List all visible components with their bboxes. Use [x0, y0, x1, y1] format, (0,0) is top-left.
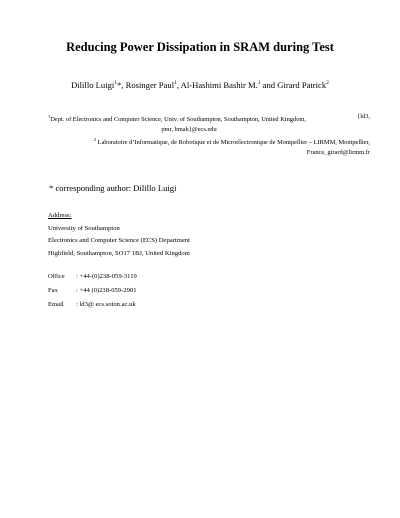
author-separator: ,	[121, 80, 126, 90]
address-heading: Address:	[48, 212, 72, 219]
address-block	[48, 210, 190, 260]
author-list	[0, 80, 400, 90]
paper-title: Reducing Power Dissipation in SRAM during Test	[66, 40, 334, 54]
author-affiliation-mark: 1	[174, 80, 177, 87]
author-name: Rosinger Paul	[125, 80, 175, 90]
affiliation-emails: pmr, bmah}@ecs.edu	[161, 126, 217, 134]
author-affiliation-mark: 1	[257, 80, 261, 87]
author-name: Girard Patrick	[277, 80, 327, 90]
author-name: Dilillo Luigi	[71, 80, 115, 90]
author-separator: and	[260, 80, 278, 90]
affiliation-2	[48, 135, 370, 158]
corresponding-author: * corresponding author: Dilillo Luigi	[49, 183, 177, 193]
fax-value: : +44 (0)238-059-2901	[76, 287, 137, 294]
author-affiliation-mark: 2	[326, 80, 329, 87]
affiliation-email: France, girard@lirmm.fr	[306, 149, 370, 157]
office-label: Office	[48, 273, 65, 280]
email-value: : ld3@ ecs.soton.ac.uk	[76, 301, 136, 308]
affiliation-text: Laboratoire d’Informatique, de Robotique et de Microélectronique de Montpellier – LIRMM, Montpellier,	[96, 139, 370, 147]
affiliation-text: Dept. of Electronics and Computer Science, Univ. of Southampton, Southampton, United Kingdom,	[50, 116, 306, 124]
contact-fax	[48, 284, 137, 298]
contact-office	[48, 270, 137, 284]
corresponding-mark: *	[117, 80, 122, 90]
address-line: Electronics and Computer Science (ECS) Department	[48, 237, 190, 244]
office-value: : +44-(0)238-059-3119	[76, 273, 137, 280]
affiliation-mark: 2	[93, 137, 97, 142]
contact-email	[48, 298, 137, 312]
contact-block	[48, 270, 137, 312]
author-name: Al-Hashimi Bashir M.	[180, 80, 258, 90]
email-label: Email	[48, 301, 64, 308]
author-affiliation-mark: 1	[114, 80, 118, 87]
affiliation-1	[48, 112, 370, 135]
affiliation-email-start: {ld3,	[357, 113, 370, 120]
address-line: University of Southampton	[48, 224, 120, 232]
fax-label: Fax	[48, 287, 58, 294]
address-line: Highfield, Southampton, SO17 1BJ, United Kingdom	[48, 249, 190, 257]
author-separator: ,	[176, 80, 181, 90]
affiliation-mark: 1	[48, 114, 51, 119]
